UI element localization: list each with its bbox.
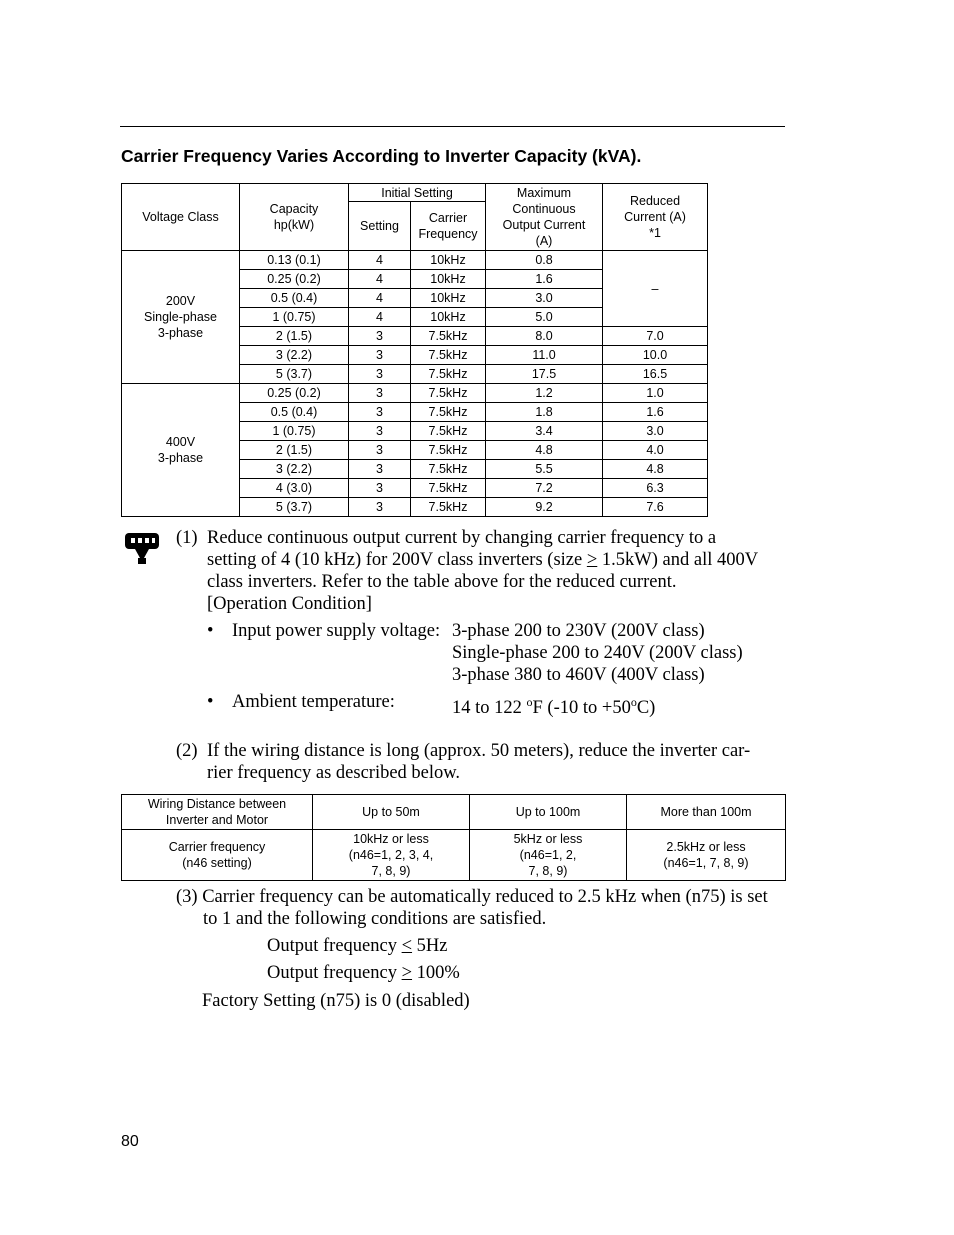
max-current-cell: 4.8 (486, 441, 603, 460)
header-rule (120, 126, 785, 127)
note2-number: (2) (176, 741, 198, 761)
setting-cell: 3 (349, 441, 411, 460)
header-capacity: Capacity hp(kW) (240, 184, 349, 251)
header-max-current: Maximum Continuous Output Current (A) (486, 184, 603, 251)
page-number: 80 (121, 1133, 139, 1150)
capacity-cell: 1 (0.75) (240, 422, 349, 441)
capacity-cell: 5 (3.7) (240, 498, 349, 517)
max-current-cell: 7.2 (486, 479, 603, 498)
note2-line2: rier frequency as described below. (207, 763, 461, 783)
note3-line2: to 1 and the following conditions are satisfied. (203, 909, 547, 929)
note1-number: (1) (176, 528, 198, 548)
max-current-cell: 1.6 (486, 270, 603, 289)
capacity-cell: 0.13 (0.1) (240, 251, 349, 270)
input-voltage-value: Single-phase 200 to 240V (200V class) (452, 643, 743, 663)
setting-cell: 4 (349, 270, 411, 289)
setting-cell: 4 (349, 251, 411, 270)
frequency-cell: 7.5kHz (411, 479, 486, 498)
capacity-cell: 4 (3.0) (240, 479, 349, 498)
setting-cell: 3 (349, 460, 411, 479)
frequency-cell: 10kHz (411, 251, 486, 270)
table-row (122, 795, 786, 830)
ambient-temperature-value: 14 to 122 $^o$F (-10 to $+50^oC$) (452, 695, 656, 719)
frequency-cell: 7.5kHz (411, 441, 486, 460)
max-current-cell: 9.2 (486, 498, 603, 517)
table-row (122, 830, 786, 881)
setting-cell: 3 (349, 346, 411, 365)
operation-condition-label: [Operation Condition] (207, 594, 372, 614)
bullet: • (207, 692, 214, 712)
table-row (122, 384, 708, 403)
note1-line1: Reduce continuous output current by changing carrier frequency to a (207, 528, 717, 548)
note1-line3: class inverters. Refer to the table above for the reduced current. (207, 572, 677, 592)
capacity-cell: 0.5 (0.4) (240, 289, 349, 308)
capacity-cell: 5 (3.7) (240, 365, 349, 384)
reduced-current-cell: 4.0 (603, 441, 708, 460)
condition-1: Output frequency < 5Hz (267, 936, 448, 956)
capacity-cell: 0.25 (0.2) (240, 270, 349, 289)
note-icon (124, 532, 160, 566)
frequency-cell: 10kHz or less (n46=1, 2, 3, 4, 7, 8, 9) (313, 830, 470, 881)
wiring-distance-header: Wiring Distance between Inverter and Motor (122, 795, 313, 830)
voltage-class-cell: 200V Single-phase 3-phase (122, 251, 240, 384)
reduced-current-cell: 1.0 (603, 384, 708, 403)
note3-line1: (3) Carrier frequency can be automatically reduced to 2.5 kHz when (n75) is set (176, 887, 768, 907)
header-initial-setting: Initial Setting (349, 184, 486, 202)
frequency-cell: 7.5kHz (411, 498, 486, 517)
voltage-class-cell: 400V 3-phase (122, 384, 240, 517)
setting-cell: 3 (349, 479, 411, 498)
frequency-cell: 10kHz (411, 289, 486, 308)
frequency-cell: 7.5kHz (411, 460, 486, 479)
frequency-cell: 7.5kHz (411, 422, 486, 441)
setting-cell: 3 (349, 403, 411, 422)
frequency-cell: 10kHz (411, 308, 486, 327)
max-current-cell: 17.5 (486, 365, 603, 384)
frequency-cell: 7.5kHz (411, 403, 486, 422)
reduced-current-cell: 7.0 (603, 327, 708, 346)
capacity-cell: 3 (2.2) (240, 346, 349, 365)
frequency-cell: 7.5kHz (411, 384, 486, 403)
note2-line1: If the wiring distance is long (approx. 50 meters), reduce the inverter car- (207, 741, 751, 761)
table-row (122, 251, 708, 270)
header-voltage-class: Voltage Class (122, 184, 240, 251)
header-setting: Setting (349, 202, 411, 251)
section-heading: Carrier Frequency Varies According to Inverter Capacity (kVA). (121, 146, 642, 166)
distance-cell: Up to 100m (470, 795, 627, 830)
max-current-cell: 5.5 (486, 460, 603, 479)
max-current-cell: 3.4 (486, 422, 603, 441)
frequency-cell: 7.5kHz (411, 346, 486, 365)
capacity-cell: 1 (0.75) (240, 308, 349, 327)
wiring-distance-table (121, 794, 786, 881)
distance-cell: More than 100m (627, 795, 786, 830)
input-voltage-value: 3-phase 380 to 460V (400V class) (452, 665, 705, 685)
capacity-cell: 3 (2.2) (240, 460, 349, 479)
carrier-frequency-header: Carrier frequency (n46 setting) (122, 830, 313, 881)
frequency-cell: 7.5kHz (411, 365, 486, 384)
max-current-cell: 11.0 (486, 346, 603, 365)
reduced-current-cell: 3.0 (603, 422, 708, 441)
max-current-cell: 3.0 (486, 289, 603, 308)
setting-cell: 3 (349, 365, 411, 384)
frequency-cell: 7.5kHz (411, 327, 486, 346)
reduced-current-cell: – (603, 251, 708, 327)
max-current-cell: 8.0 (486, 327, 603, 346)
setting-cell: 3 (349, 384, 411, 403)
bullet: • (207, 621, 214, 641)
distance-cell: Up to 50m (313, 795, 470, 830)
input-voltage-label: Input power supply voltage: (232, 621, 441, 641)
frequency-cell: 2.5kHz or less (n46=1, 7, 8, 9) (627, 830, 786, 881)
setting-cell: 3 (349, 498, 411, 517)
carrier-frequency-table (121, 183, 708, 517)
ambient-temperature-label: Ambient temperature: (232, 692, 395, 712)
header-carrier-frequency: Carrier Frequency (411, 202, 486, 251)
factory-setting-text: Factory Setting (n75) is 0 (disabled) (202, 991, 470, 1011)
reduced-current-cell: 4.8 (603, 460, 708, 479)
header-reduced-current: Reduced Current (A) *1 (603, 184, 708, 251)
frequency-cell: 5kHz or less (n46=1, 2, 7, 8, 9) (470, 830, 627, 881)
condition-2: Output frequency > 100% (267, 963, 460, 983)
max-current-cell: 1.8 (486, 403, 603, 422)
reduced-current-cell: 10.0 (603, 346, 708, 365)
input-voltage-value: 3-phase 200 to 230V (200V class) (452, 621, 705, 641)
reduced-current-cell: 1.6 (603, 403, 708, 422)
setting-cell: 4 (349, 308, 411, 327)
reduced-current-cell: 6.3 (603, 479, 708, 498)
max-current-cell: 1.2 (486, 384, 603, 403)
note1-line2: setting of 4 (10 kHz) for 200V class inverters (size > 1.5kW) and all 400V (207, 550, 759, 570)
reduced-current-cell: 7.6 (603, 498, 708, 517)
reduced-current-cell: 16.5 (603, 365, 708, 384)
max-current-cell: 0.8 (486, 251, 603, 270)
setting-cell: 3 (349, 422, 411, 441)
capacity-cell: 0.25 (0.2) (240, 384, 349, 403)
max-current-cell: 5.0 (486, 308, 603, 327)
capacity-cell: 2 (1.5) (240, 441, 349, 460)
capacity-cell: 0.5 (0.4) (240, 403, 349, 422)
frequency-cell: 10kHz (411, 270, 486, 289)
setting-cell: 4 (349, 289, 411, 308)
capacity-cell: 2 (1.5) (240, 327, 349, 346)
setting-cell: 3 (349, 327, 411, 346)
